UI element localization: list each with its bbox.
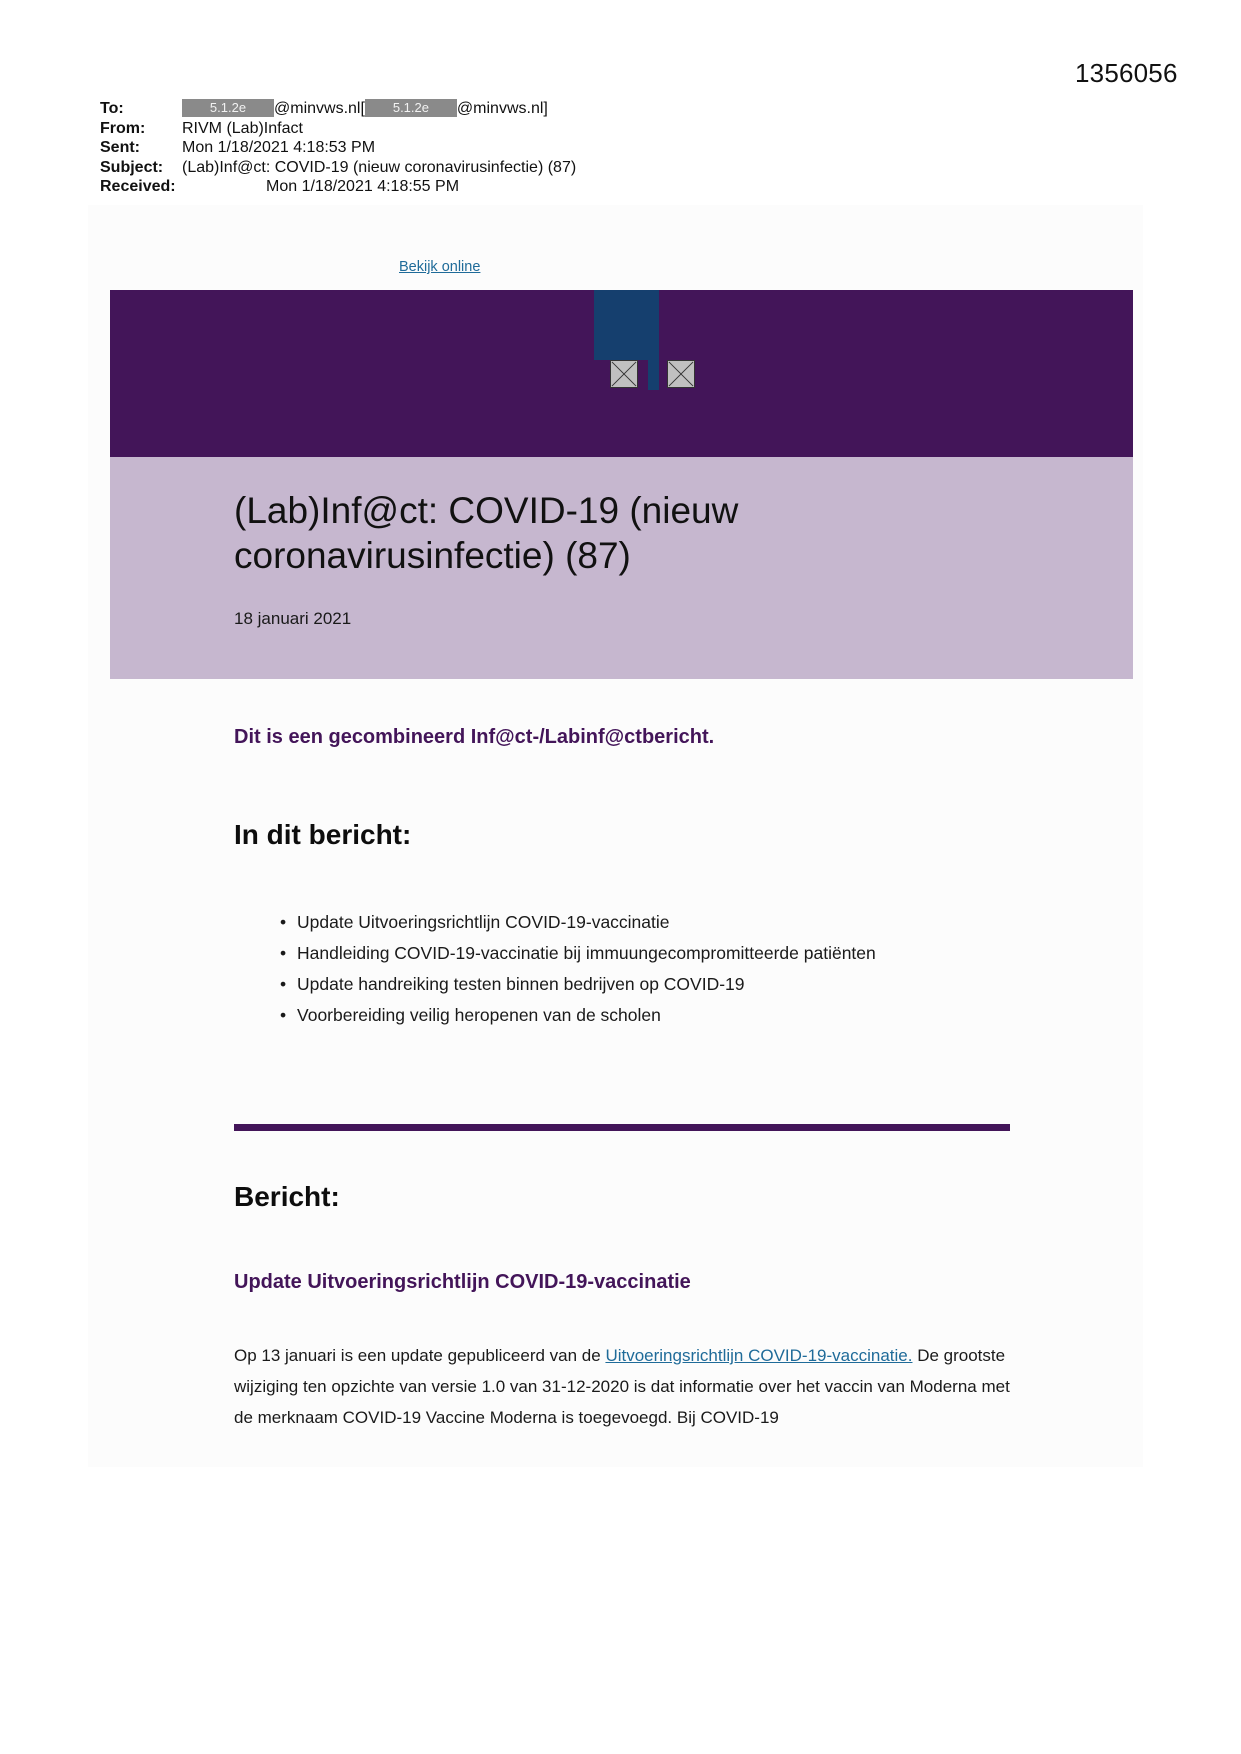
- brand-banner: [110, 290, 1133, 457]
- sent-value: Mon 1/18/2021 4:18:53 PM: [182, 139, 376, 156]
- received-label: Received:: [100, 178, 176, 195]
- subject-value: (Lab)Inf@ct: COVID-19 (nieuw coronavirusinfectie) (87): [182, 158, 577, 176]
- to-label: To:: [100, 100, 124, 117]
- toc-item: • Update handreiking testen binnen bedrijven op COVID-19: [280, 974, 745, 994]
- hero-section: [110, 457, 1133, 679]
- sent-label: Sent:: [100, 139, 140, 156]
- bullet-icon: •: [280, 974, 287, 994]
- view-online-link[interactable]: Bekijk online: [399, 259, 481, 275]
- intro-note: Dit is een gecombineerd Inf@ct-/Labinf@ctbericht.: [234, 726, 715, 748]
- from-value: RIVM (Lab)Infact: [182, 119, 303, 137]
- article-title: Update Uitvoeringsrichtlijn COVID-19-vaccinatie: [234, 1271, 691, 1293]
- bullet-icon: •: [280, 1005, 287, 1025]
- recipient-domain: @minvws.nl]: [456, 100, 548, 117]
- toc-list: [280, 910, 876, 1034]
- redaction-box: 5.1.2e: [365, 99, 457, 117]
- recipient-domain: @minvws.nl[: [274, 100, 365, 117]
- guideline-link[interactable]: Uitvoeringsrichtlijn COVID-19-vaccinatie.: [605, 1346, 913, 1365]
- to-value: [182, 99, 548, 119]
- from-label: From:: [100, 119, 146, 137]
- logo-strip: [648, 360, 659, 390]
- bullet-icon: •: [280, 943, 287, 963]
- toc-item: • Voorbereiding veilig heropenen van de scholen: [280, 1005, 661, 1025]
- toc-item: • Handleiding COVID-19-vaccinatie bij immuungecompromitteerde patiënten: [280, 943, 876, 963]
- received-value: Mon 1/18/2021 4:18:55 PM: [266, 178, 460, 195]
- document-number: 1356056: [1075, 58, 1178, 88]
- article-paragraph: Op 13 januari is een update gepubliceerd van de Uitvoeringsrichtlijn COVID-19-vaccinatie. De grootste wijziging ten opzichte van versie 1.0 van 31-12-2020 is dat informatie over het vaccin van Moderna met de merknaam COVID-19 Vaccine Moderna is toegevoegd. Bij COVID-19: [234, 1346, 1010, 1427]
- redaction-box: 5.1.2e: [182, 99, 274, 117]
- newsletter-date: 18 januari 2021: [234, 609, 352, 628]
- subject-label: Subject:: [100, 158, 164, 176]
- logo-block: [594, 290, 659, 360]
- toc-heading: In dit bericht:: [234, 819, 412, 850]
- bullet-icon: •: [280, 912, 287, 932]
- section-divider: [234, 1124, 1010, 1131]
- broken-image-icon: [667, 360, 695, 388]
- toc-item: • Update Uitvoeringsrichtlijn COVID-19-vaccinatie: [280, 912, 670, 932]
- broken-image-icon: [610, 360, 638, 388]
- message-heading: Bericht:: [234, 1181, 340, 1212]
- newsletter-title: (Lab)Inf@ct: COVID-19 (nieuw coronavirusinfectie) (87): [234, 490, 739, 576]
